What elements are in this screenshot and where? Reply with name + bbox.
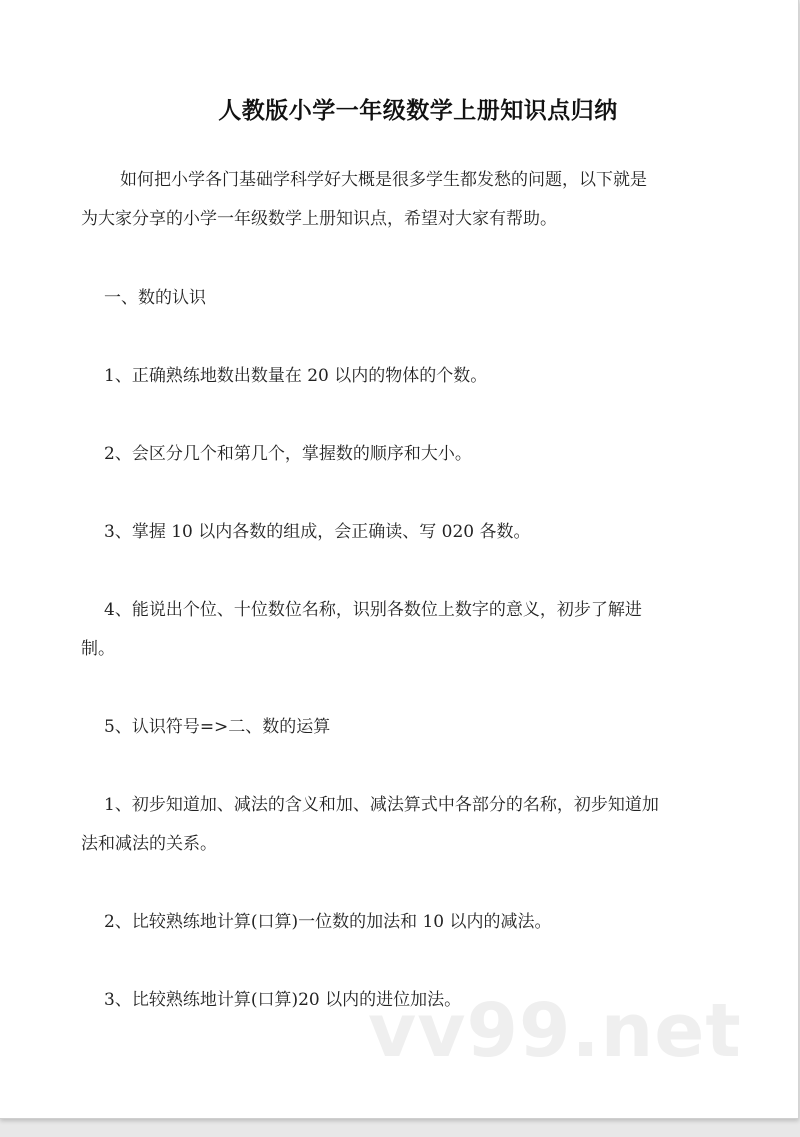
- list-item: 3、掌握 10 以内各数的组成，会正确读、写 020 各数。: [104, 522, 531, 542]
- list-item-continuation: 制。: [81, 639, 115, 659]
- list-item: 4、能说出个位、十位数位名称，识别各数位上数字的意义，初步了解进: [104, 600, 642, 620]
- list-item: 5、认识符号=>二、数的运算: [104, 717, 331, 737]
- list-item: 2、会区分几个和第几个，掌握数的顺序和大小。: [104, 444, 472, 464]
- watermark: vv99.net: [368, 988, 742, 1074]
- intro-line-1: 如何把小学各门基础学科学好大概是很多学生都发愁的问题，以下就是: [120, 170, 647, 190]
- intro-line-2: 为大家分享的小学一年级数学上册知识点，希望对大家有帮助。: [81, 209, 557, 229]
- list-item: 1、正确熟练地数出数量在 20 以内的物体的个数。: [104, 366, 488, 386]
- list-item: 1、初步知道加、减法的含义和加、减法算式中各部分的名称，初步知道加: [104, 795, 659, 815]
- list-item-continuation: 法和减法的关系。: [81, 834, 217, 854]
- list-item: 3、比较熟练地计算(口算)20 以内的进位加法。: [104, 990, 462, 1010]
- section-heading-number-recognition: 一、数的认识: [104, 288, 206, 308]
- list-item: 2、比较熟练地计算(口算)一位数的加法和 10 以内的减法。: [104, 912, 552, 932]
- document-title: 人教版小学一年级数学上册知识点归纳: [218, 98, 618, 124]
